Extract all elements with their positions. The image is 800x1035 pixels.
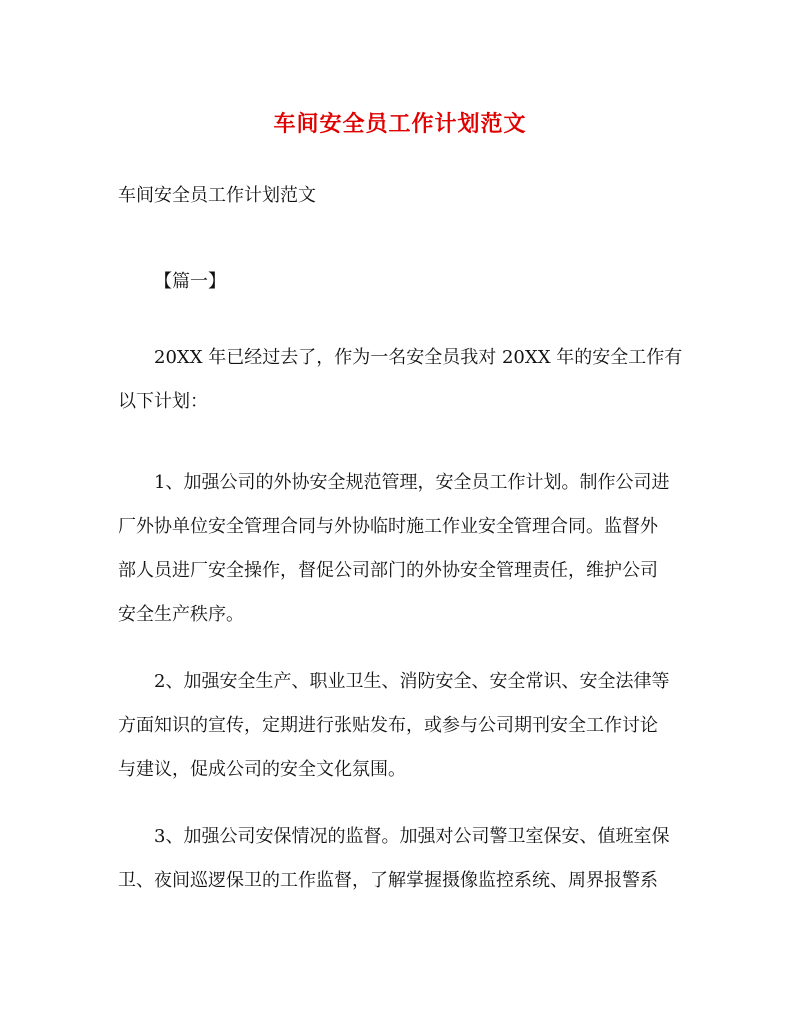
paragraph-line: 2、加强安全生产、职业卫生、消防安全、安全常识、安全法律等 xyxy=(154,671,670,692)
paragraph-line: 与建议，促成公司的安全文化氛围。 xyxy=(118,759,406,780)
paragraph-line: 以下计划： xyxy=(118,391,208,412)
paragraph-item-1 xyxy=(118,461,688,637)
paragraph-item-2 xyxy=(118,660,688,792)
paragraph-line: 厂外协单位安全管理合同与外协临时施工作业安全管理合同。监督外 xyxy=(118,516,658,537)
paragraph-line: 安全生产秩序。 xyxy=(118,604,244,625)
paragraph-line: 部人员进厂安全操作，督促公司部门的外协安全管理责任，维护公司 xyxy=(118,560,658,581)
paragraph-intro xyxy=(118,336,688,424)
paragraph-line: 1、加强公司的外协安全规范管理，安全员工作计划。制作公司进 xyxy=(154,472,670,493)
section-heading: 【篇一】 xyxy=(154,271,226,292)
document-subtitle: 车间安全员工作计划范文 xyxy=(118,185,316,206)
document-title: 车间安全员工作计划范文 xyxy=(273,111,527,137)
paragraph-line: 20XX 年已经过去了，作为一名安全员我对 20XX 年的安全工作有 xyxy=(154,347,683,368)
paragraph-line: 卫、夜间巡逻保卫的工作监督，了解掌握摄像监控系统、周界报警系 xyxy=(118,870,658,891)
paragraph-line: 方面知识的宣传，定期进行张贴发布，或参与公司期刊安全工作讨论 xyxy=(118,715,658,736)
paragraph-line: 3、加强公司安保情况的监督。加强对公司警卫室保安、值班室保 xyxy=(154,826,670,847)
paragraph-item-3 xyxy=(118,815,688,903)
